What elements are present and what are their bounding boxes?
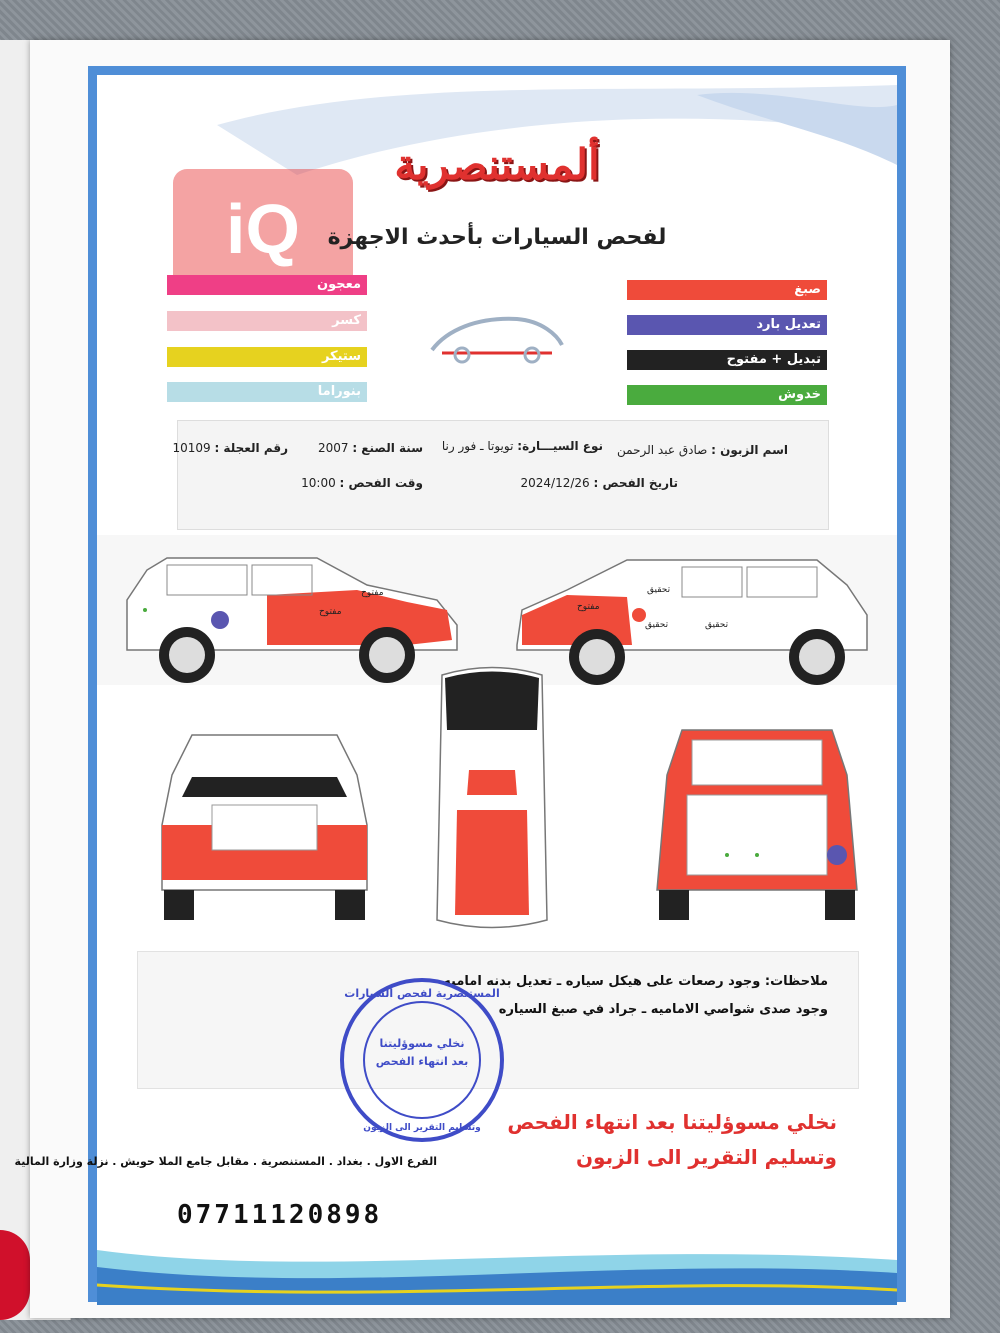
tag-inspection-3: تحقيق — [647, 585, 671, 595]
tag-inspection-2: تحقيق — [705, 620, 729, 630]
customer-name-field: اسم الزبون : صادق عبد الرحمن — [617, 443, 788, 457]
legend-scratches: خدوش — [627, 385, 827, 405]
slogan-line-1: نخلي مسوؤليتنا بعد انتهاء الفحص — [507, 1110, 837, 1134]
car-rear-view — [637, 715, 877, 925]
legend-cold-repair: تعديل بارد — [627, 315, 827, 335]
tag-opened-front-left: مفتوح — [361, 588, 384, 598]
tag-opened-door-left: مفتوح — [319, 607, 342, 617]
company-stamp-seal — [337, 975, 507, 1145]
inspection-time-field: وقت الفحص : 10:00 — [301, 476, 423, 490]
company-subtitle: لفحص السيارات بأحدث الاجهزة — [327, 225, 667, 250]
legend-replaced-opened: تبديل + مفتوح — [627, 350, 827, 370]
report-frame — [14, 66, 906, 1302]
inspection-date-field: تاريخ الفحص : 2024/12/26 — [520, 476, 678, 490]
iq-watermark-logo: iQ — [173, 169, 353, 289]
legend-sticker: ستيكر — [167, 347, 367, 367]
slogan-line-2: وتسليم التقرير الى الزبون — [575, 1145, 837, 1169]
tag-inspection-1: تحقيق — [645, 620, 669, 630]
company-title: ألمستنصرية — [394, 140, 600, 189]
svg-text:المستنصرية لفحص السيارات: المستنصرية لفحص السيارات — [344, 987, 500, 1000]
notes-line-2: وجود صدى شواصي الاماميه ـ جراد في صبغ السياره — [498, 1002, 828, 1017]
legend-panorama: بنوراما — [167, 382, 367, 402]
car-left-side-view — [107, 540, 467, 690]
branch-address: الفرع الاول . بغداد . المستنصرية . مقابل جامع الملا حويش . نزلة وزارة المالية — [14, 1155, 437, 1168]
svg-text:بعد انتهاء الفحص: بعد انتهاء الفحص — [375, 1055, 469, 1068]
customer-info-box — [172, 420, 829, 530]
inspection-report-sheet — [14, 40, 950, 1318]
legend-putty: معجون — [167, 275, 367, 295]
legend-paint: صبغ — [627, 280, 827, 300]
chassis-field: رقم العجلة : 10109 — [172, 441, 288, 455]
legend-broken: كسر — [167, 311, 367, 331]
notes-line-1: ملاحظات: وجود رصعات على هيكل سياره ـ تعديل بدنه اماميه — [443, 974, 828, 989]
phone-number: 07711120898 — [177, 1200, 383, 1230]
svg-text:وتسليم التقرير الى الزبون: وتسليم التقرير الى الزبون — [363, 1123, 481, 1133]
car-top-view — [417, 660, 567, 940]
car-front-view — [142, 715, 387, 925]
car-logo-icon — [427, 305, 567, 365]
car-type-field: نوع السيـــارة: تويوتا ـ فور رنا — [441, 439, 603, 453]
bottom-wave-decoration — [97, 1245, 897, 1305]
svg-text:نخلي مسوؤليتنا: نخلي مسوؤليتنا — [379, 1037, 465, 1050]
year-field: سنة الصنع : 2007 — [317, 441, 423, 455]
tag-opened-front-right: مفتوح — [577, 602, 600, 612]
